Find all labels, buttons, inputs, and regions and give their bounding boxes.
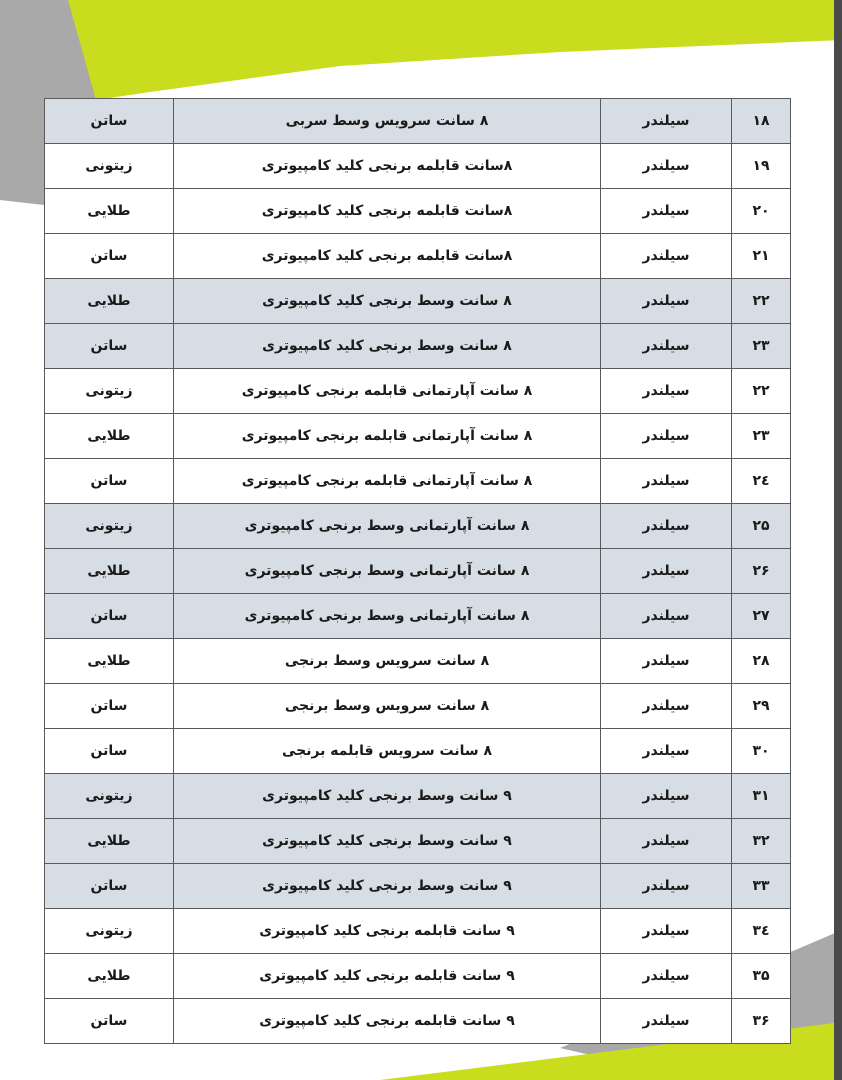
product-description-cell: ۸ سانت وسط برنجی کلید کامپیوتری bbox=[174, 279, 601, 324]
row-number-cell: ۳۳ bbox=[732, 864, 791, 909]
finish-color-cell: زیتونی bbox=[45, 774, 174, 819]
product-description-cell: ۸ سانت آپارتمانی وسط برنجی کامپیوتری bbox=[174, 504, 601, 549]
table-row bbox=[45, 819, 791, 864]
table-row bbox=[45, 459, 791, 504]
row-number-cell: ۲٤ bbox=[732, 459, 791, 504]
finish-color-cell: زیتونی bbox=[45, 504, 174, 549]
table-row bbox=[45, 909, 791, 954]
row-number-cell: ۲۷ bbox=[732, 594, 791, 639]
finish-color-cell: طلایی bbox=[45, 279, 174, 324]
table-row bbox=[45, 234, 791, 279]
product-description-cell: ۸ سانت وسط برنجی کلید کامپیوتری bbox=[174, 324, 601, 369]
row-number-cell: ۱۸ bbox=[732, 99, 791, 144]
table-row bbox=[45, 369, 791, 414]
product-type-cell: سیلندر bbox=[601, 549, 732, 594]
finish-color-cell: ساتن bbox=[45, 324, 174, 369]
row-number-cell: ۱۹ bbox=[732, 144, 791, 189]
finish-color-cell: طلایی bbox=[45, 189, 174, 234]
row-number-cell: ۲۰ bbox=[732, 189, 791, 234]
product-description-cell: ۹ سانت وسط برنجی کلید کامپیوتری bbox=[174, 864, 601, 909]
finish-color-cell: ساتن bbox=[45, 99, 174, 144]
finish-color-cell: زیتونی bbox=[45, 369, 174, 414]
row-number-cell: ۲۱ bbox=[732, 234, 791, 279]
product-type-cell: سیلندر bbox=[601, 189, 732, 234]
product-description-cell: ۸ سانت آپارتمانی قابلمه برنجی کامپیوتری bbox=[174, 369, 601, 414]
row-number-cell: ۳۵ bbox=[732, 954, 791, 999]
product-type-cell: سیلندر bbox=[601, 999, 732, 1044]
finish-color-cell: زیتونی bbox=[45, 909, 174, 954]
finish-color-cell: طلایی bbox=[45, 414, 174, 459]
product-type-cell: سیلندر bbox=[601, 594, 732, 639]
table-row bbox=[45, 774, 791, 819]
product-table bbox=[44, 98, 791, 1044]
row-number-cell: ۳۱ bbox=[732, 774, 791, 819]
row-number-cell: ۲۵ bbox=[732, 504, 791, 549]
finish-color-cell: طلایی bbox=[45, 954, 174, 999]
product-type-cell: سیلندر bbox=[601, 729, 732, 774]
product-description-cell: ۸ سانت آپارتمانی قابلمه برنجی کامپیوتری bbox=[174, 414, 601, 459]
finish-color-cell: زیتونی bbox=[45, 144, 174, 189]
table-row bbox=[45, 144, 791, 189]
table-row bbox=[45, 954, 791, 999]
row-number-cell: ۲۲ bbox=[732, 369, 791, 414]
product-description-cell: ۸ سانت آپارتمانی قابلمه برنجی کامپیوتری bbox=[174, 459, 601, 504]
product-description-cell: ۹ سانت قابلمه برنجی کلید کامپیوتری bbox=[174, 999, 601, 1044]
product-table-body bbox=[45, 99, 791, 1044]
product-description-cell: ۹ سانت قابلمه برنجی کلید کامپیوتری bbox=[174, 954, 601, 999]
table-row bbox=[45, 639, 791, 684]
product-type-cell: سیلندر bbox=[601, 414, 732, 459]
table-row bbox=[45, 99, 791, 144]
product-description-cell: ۸سانت قابلمه برنجی کلید کامپیوتری bbox=[174, 234, 601, 279]
product-description-cell: ۹ سانت وسط برنجی کلید کامپیوتری bbox=[174, 819, 601, 864]
row-number-cell: ۲۸ bbox=[732, 639, 791, 684]
product-description-cell: ۹ سانت وسط برنجی کلید کامپیوتری bbox=[174, 774, 601, 819]
finish-color-cell: ساتن bbox=[45, 684, 174, 729]
table-row bbox=[45, 684, 791, 729]
product-type-cell: سیلندر bbox=[601, 774, 732, 819]
table-row bbox=[45, 999, 791, 1044]
finish-color-cell: ساتن bbox=[45, 999, 174, 1044]
product-description-cell: ۸ سانت سرویس وسط برنجی bbox=[174, 684, 601, 729]
product-type-cell: سیلندر bbox=[601, 819, 732, 864]
product-description-cell: ۸ سانت آپارتمانی وسط برنجی کامپیوتری bbox=[174, 549, 601, 594]
product-type-cell: سیلندر bbox=[601, 684, 732, 729]
table-row bbox=[45, 864, 791, 909]
product-description-cell: ۸سانت قابلمه برنجی کلید کامپیوتری bbox=[174, 189, 601, 234]
product-description-cell: ۸سانت قابلمه برنجی کلید کامپیوتری bbox=[174, 144, 601, 189]
product-description-cell: ۸ سانت سرویس وسط برنجی bbox=[174, 639, 601, 684]
finish-color-cell: ساتن bbox=[45, 459, 174, 504]
top-lime-band bbox=[68, 0, 842, 100]
finish-color-cell: ساتن bbox=[45, 729, 174, 774]
row-number-cell: ۳۲ bbox=[732, 819, 791, 864]
product-type-cell: سیلندر bbox=[601, 504, 732, 549]
product-type-cell: سیلندر bbox=[601, 324, 732, 369]
row-number-cell: ۲۳ bbox=[732, 324, 791, 369]
product-type-cell: سیلندر bbox=[601, 639, 732, 684]
product-type-cell: سیلندر bbox=[601, 909, 732, 954]
product-type-cell: سیلندر bbox=[601, 234, 732, 279]
finish-color-cell: ساتن bbox=[45, 234, 174, 279]
product-description-cell: ۸ سانت آپارتمانی وسط برنجی کامپیوتری bbox=[174, 594, 601, 639]
product-type-cell: سیلندر bbox=[601, 864, 732, 909]
table-row bbox=[45, 279, 791, 324]
row-number-cell: ۳۶ bbox=[732, 999, 791, 1044]
right-edge-bar bbox=[834, 0, 842, 1080]
row-number-cell: ۳٤ bbox=[732, 909, 791, 954]
product-description-cell: ۹ سانت قابلمه برنجی کلید کامپیوتری bbox=[174, 909, 601, 954]
finish-color-cell: طلایی bbox=[45, 549, 174, 594]
table-row bbox=[45, 594, 791, 639]
table-row bbox=[45, 189, 791, 234]
product-type-cell: سیلندر bbox=[601, 144, 732, 189]
product-type-cell: سیلندر bbox=[601, 459, 732, 504]
finish-color-cell: ساتن bbox=[45, 594, 174, 639]
row-number-cell: ۲۹ bbox=[732, 684, 791, 729]
product-type-cell: سیلندر bbox=[601, 954, 732, 999]
product-description-cell: ۸ سانت سرویس وسط سربی bbox=[174, 99, 601, 144]
product-type-cell: سیلندر bbox=[601, 279, 732, 324]
finish-color-cell: طلایی bbox=[45, 819, 174, 864]
row-number-cell: ۲۲ bbox=[732, 279, 791, 324]
row-number-cell: ۳۰ bbox=[732, 729, 791, 774]
table-row bbox=[45, 324, 791, 369]
product-description-cell: ۸ سانت سرویس قابلمه برنجی bbox=[174, 729, 601, 774]
table-row bbox=[45, 504, 791, 549]
table-row bbox=[45, 549, 791, 594]
product-type-cell: سیلندر bbox=[601, 99, 732, 144]
table-row bbox=[45, 414, 791, 459]
finish-color-cell: طلایی bbox=[45, 639, 174, 684]
finish-color-cell: ساتن bbox=[45, 864, 174, 909]
product-type-cell: سیلندر bbox=[601, 369, 732, 414]
row-number-cell: ۲۳ bbox=[732, 414, 791, 459]
row-number-cell: ۲۶ bbox=[732, 549, 791, 594]
table-row bbox=[45, 729, 791, 774]
